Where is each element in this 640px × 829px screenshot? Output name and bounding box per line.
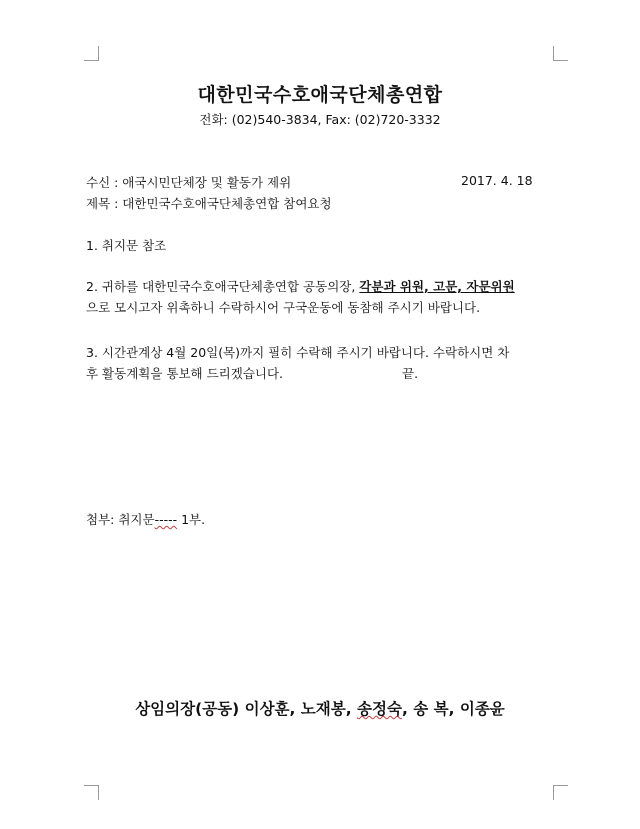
item-2-line-2: 으로 모시고자 위촉하니 수락하시어 구국운동에 동참해 주시기 바랍니다. (86, 300, 481, 315)
crop-mark-top-left (84, 46, 99, 61)
item-1: 1. 취지문 참조 (86, 238, 167, 253)
document-title: 대한민국수호애국단체총연합 (197, 84, 443, 106)
item-2-roles: 각분과 위원, 고문, 자문위원 (359, 279, 515, 294)
signature-line (0, 697, 640, 719)
attachment-suffix: 1부. (177, 512, 206, 527)
end-mark: 끝. (402, 366, 419, 381)
item-2-text: 2. 귀하를 대한민국수호애국단체총연합 공동의장, (86, 279, 360, 294)
crop-mark-bottom-right (553, 785, 568, 800)
item-2-line-1 (86, 277, 558, 295)
signature-post: , 송 복, 이종윤 (401, 700, 505, 718)
crop-mark-bottom-left (84, 785, 99, 800)
recipient-line: 수신 : 애국시민단체장 및 활동가 제위 (86, 175, 292, 190)
subject-line: 제목 : 대한민국수호애국단체총연합 참여요청 (86, 196, 332, 211)
signature-pre: 상임의장(공동) 이상훈, 노재봉, (135, 700, 358, 718)
item-3-line-1: 3. 시간관계상 4월 20일(목)까지 필히 수락해 주시기 바랍니다. 수락하시면 차 (86, 345, 510, 360)
item-3-line-2 (86, 364, 558, 382)
document-date: 2017. 4. 18 (461, 173, 533, 188)
attachment-dashes: ----- (154, 512, 178, 527)
item-3-text: 후 활동계획을 통보해 드리겠습니다. (86, 366, 284, 381)
signature-wavy-name: 송정숙 (357, 700, 402, 718)
attachment-prefix: 첨부: 취지문 (86, 512, 155, 527)
attachment-line (86, 510, 558, 528)
crop-mark-top-right (553, 46, 568, 61)
contact-line: 전화: (02)540-3834, Fax: (02)720-3332 (199, 112, 441, 127)
